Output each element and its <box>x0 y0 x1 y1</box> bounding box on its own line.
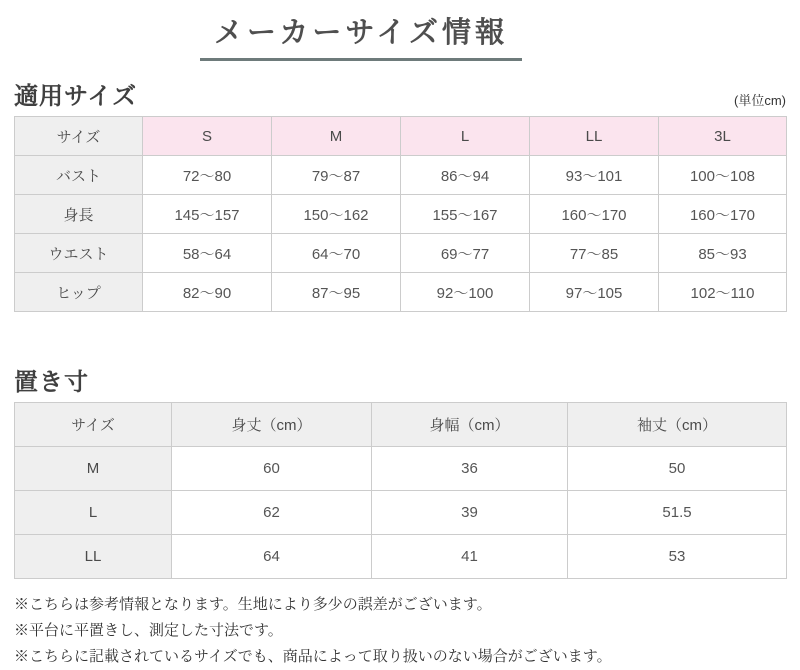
corner-header-size: サイズ <box>15 403 172 447</box>
column-header-sleeve-length: 袖丈（cm） <box>568 403 787 447</box>
table-row-bust <box>15 156 787 195</box>
table-row-l <box>15 491 787 535</box>
value-cell: 77～85 <box>530 234 659 273</box>
value-cell: 36 <box>372 447 568 491</box>
value-cell: 160～170 <box>530 195 659 234</box>
value-cell: 100～108 <box>659 156 787 195</box>
row-label-height: 身長 <box>15 195 143 234</box>
value-cell: 86～94 <box>401 156 530 195</box>
value-cell: 97～105 <box>530 273 659 312</box>
value-cell: 58～64 <box>143 234 272 273</box>
flat-measure-section-header <box>14 362 786 397</box>
value-cell: 50 <box>568 447 787 491</box>
value-cell: 85～93 <box>659 234 787 273</box>
footnotes <box>14 592 786 670</box>
flat-measure-heading: 置き寸 <box>14 369 89 396</box>
table-header-row <box>15 117 787 156</box>
page-title-wrap <box>0 0 722 61</box>
value-cell: 62 <box>172 491 372 535</box>
row-label-waist: ウエスト <box>15 234 143 273</box>
value-cell: 64～70 <box>272 234 401 273</box>
table-row-waist <box>15 234 787 273</box>
value-cell: 53 <box>568 535 787 579</box>
value-cell: 150～162 <box>272 195 401 234</box>
value-cell: 87～95 <box>272 273 401 312</box>
column-header-m: M <box>272 117 401 156</box>
row-label-l: L <box>15 491 172 535</box>
value-cell: 39 <box>372 491 568 535</box>
unit-note: (単位cm) <box>734 93 786 108</box>
row-label-ll: LL <box>15 535 172 579</box>
value-cell: 60 <box>172 447 372 491</box>
corner-header-size: サイズ <box>15 117 143 156</box>
value-cell: 51.5 <box>568 491 787 535</box>
applicable-size-section-header <box>14 76 786 111</box>
table-row-ll <box>15 535 787 579</box>
footnote-reference-info: ※こちらは参考情報となります。生地により多少の誤差がございます。 <box>14 596 492 613</box>
value-cell: 92～100 <box>401 273 530 312</box>
applicable-size-table <box>14 116 787 312</box>
row-label-m: M <box>15 447 172 491</box>
value-cell: 155～167 <box>401 195 530 234</box>
value-cell: 79～87 <box>272 156 401 195</box>
value-cell: 102～110 <box>659 273 787 312</box>
applicable-size-heading: 適用サイズ <box>14 83 138 110</box>
table-row-height <box>15 195 787 234</box>
value-cell: 145～157 <box>143 195 272 234</box>
page-title: メーカーサイズ情報 <box>200 10 522 61</box>
row-label-bust: バスト <box>15 156 143 195</box>
flat-measure-table <box>14 402 787 579</box>
column-header-body-length: 身丈（cm） <box>172 403 372 447</box>
value-cell: 41 <box>372 535 568 579</box>
footnote-availability: ※こちらに記載されているサイズでも、商品によって取り扱いのない場合がございます。 <box>14 648 612 665</box>
value-cell: 69～77 <box>401 234 530 273</box>
table-row-m <box>15 447 787 491</box>
table-header-row <box>15 403 787 447</box>
value-cell: 64 <box>172 535 372 579</box>
column-header-ll: LL <box>530 117 659 156</box>
column-header-l: L <box>401 117 530 156</box>
column-header-3l: 3L <box>659 117 787 156</box>
footnote-flat-measured: ※平台に平置きし、測定した寸法です。 <box>14 622 283 639</box>
column-header-body-width: 身幅（cm） <box>372 403 568 447</box>
column-header-s: S <box>143 117 272 156</box>
value-cell: 93～101 <box>530 156 659 195</box>
row-label-hip: ヒップ <box>15 273 143 312</box>
value-cell: 160～170 <box>659 195 787 234</box>
value-cell: 82～90 <box>143 273 272 312</box>
value-cell: 72～80 <box>143 156 272 195</box>
table-row-hip <box>15 273 787 312</box>
